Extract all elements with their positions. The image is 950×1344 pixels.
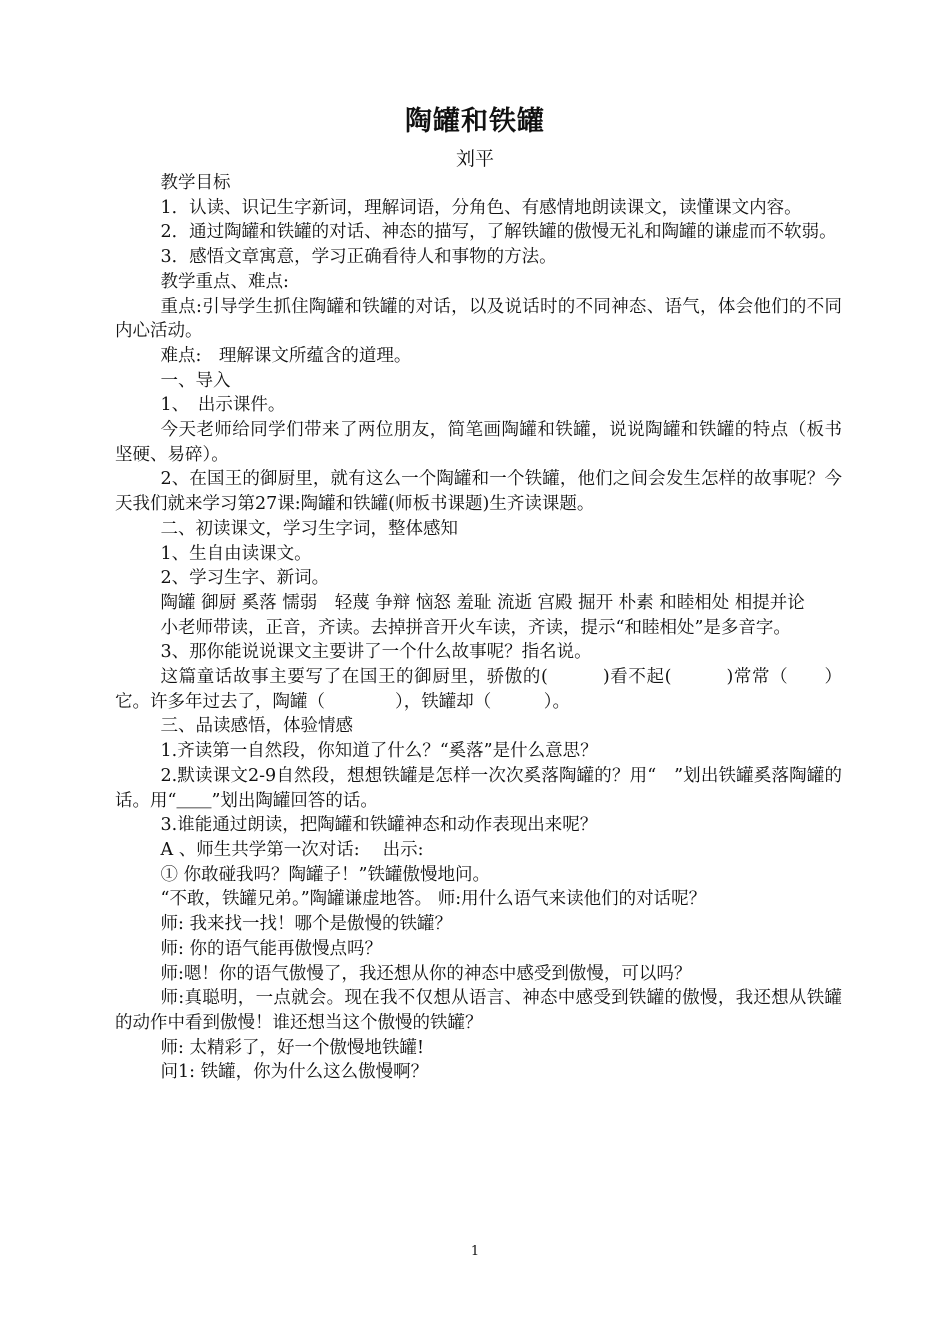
- paragraph: A 、师生共学第一次对话: 出示:: [160, 839, 424, 860]
- paragraph: 师:真聪明，一点就会。现在我不仅想从语言、神态中感受到铁罐的傲慢，我还想从铁罐的动作中看到傲慢！谁还想当这个傲慢的铁罐？: [115, 988, 842, 1033]
- paragraph: 问1: 铁罐，你为什么这么傲慢啊？: [160, 1062, 429, 1083]
- paragraph: 2．通过陶罐和铁罐的对话、神态的描写，了解铁罐的傲慢无礼和陶罐的谦虚而不软弱。: [160, 222, 837, 243]
- paragraph: 师: 太精彩了，好一个傲慢地铁罐!: [160, 1037, 424, 1058]
- paragraph: 教学重点、难点:: [160, 271, 289, 292]
- paragraph: ① 你敢碰我吗？陶罐子！”铁罐傲慢地问。: [160, 864, 491, 885]
- page-number: 1: [470, 1244, 480, 1259]
- paragraph: 3.谁能通过朗读，把陶罐和铁罐神态和动作表现出来呢？: [160, 815, 598, 836]
- document-author: 刘平: [455, 148, 494, 170]
- paragraph: 三、品读感悟，体验情感: [160, 716, 353, 737]
- paragraph: 小老师带读，正音，齐读。去掉拼音开火车读，齐读，提示“和睦相处”是多音字。: [160, 617, 791, 638]
- paragraph: 教学目标: [160, 173, 231, 193]
- paragraph: 1.齐读第一自然段，你知道了什么？“奚落”是什么意思？: [160, 741, 598, 762]
- paragraph: 重点:引导学生抓住陶罐和铁罐的对话，以及说话时的不同神态、语气，体会他们的不同内心活动。: [115, 296, 842, 342]
- paragraph: 二、初读课文，学习生字词，整体感知: [160, 518, 458, 539]
- paragraph: 1．认读、识记生字新词，理解词语，分角色、有感情地朗读课文，读懂课文内容。: [160, 197, 802, 218]
- vocabulary-list: 陶罐 御厨 奚落 懦弱 轻蔑 争辩 恼怒 羞耻 流逝 宫殿 掘开 朴素 和睦相处 相提并论: [160, 592, 805, 613]
- document-title: 陶罐和铁罐: [405, 106, 545, 137]
- paragraph: 一、导入: [160, 370, 231, 391]
- paragraph: 2、在国王的御厨里，就有这么一个陶罐和一个铁罐，他们之间会发生怎样的故事呢？今天我们就来学习第27课:陶罐和铁罐(师板书课题)生齐读课题。: [115, 469, 842, 515]
- paragraph: 3．感悟文章寓意，学习正确看待人和事物的方法。: [160, 247, 557, 268]
- paragraph: 1、生自由读课文。: [160, 543, 312, 564]
- paragraph: 3、那你能说说课文主要讲了一个什么故事呢？指名说。: [160, 642, 592, 663]
- paragraph: 师: 我来找一找！哪个是傲慢的铁罐？: [160, 914, 452, 935]
- paragraph: 师: 你的语气能再傲慢点吗？: [160, 938, 382, 959]
- paragraph: 1、 出示课件。: [160, 395, 286, 416]
- paragraph: “不敢，铁罐兄弟。”陶罐谦虚地答。 师:用什么语气来读他们的对话呢？: [160, 889, 707, 910]
- paragraph: 2、学习生字、新词。: [160, 568, 330, 589]
- paragraph: 师:嗯！你的语气傲慢了，我还想从你的神态中感受到傲慢，可以吗？: [160, 963, 692, 984]
- paragraph: 今天老师给同学们带来了两位朋友，简笔画陶罐和铁罐，说说陶罐和铁罐的特点（板书坚硬、易碎）。: [115, 420, 842, 465]
- paragraph: 这篇童话故事主要写了在国王的御厨里，骄傲的( )看不起( )常常（ ）它。许多年过去了，陶罐（ ），铁罐却（ ）。: [115, 667, 842, 712]
- document-body: [115, 171, 842, 1085]
- paragraph: 2.默读课文2-9自然段，想想铁罐是怎样一次次奚落陶罐的？用“ ”划出铁罐奚落陶罐的话。用“＿＿”划出陶罐回答的话。: [115, 765, 842, 811]
- paragraph: 难点: 理解课文所蕴含的道理。: [160, 345, 412, 366]
